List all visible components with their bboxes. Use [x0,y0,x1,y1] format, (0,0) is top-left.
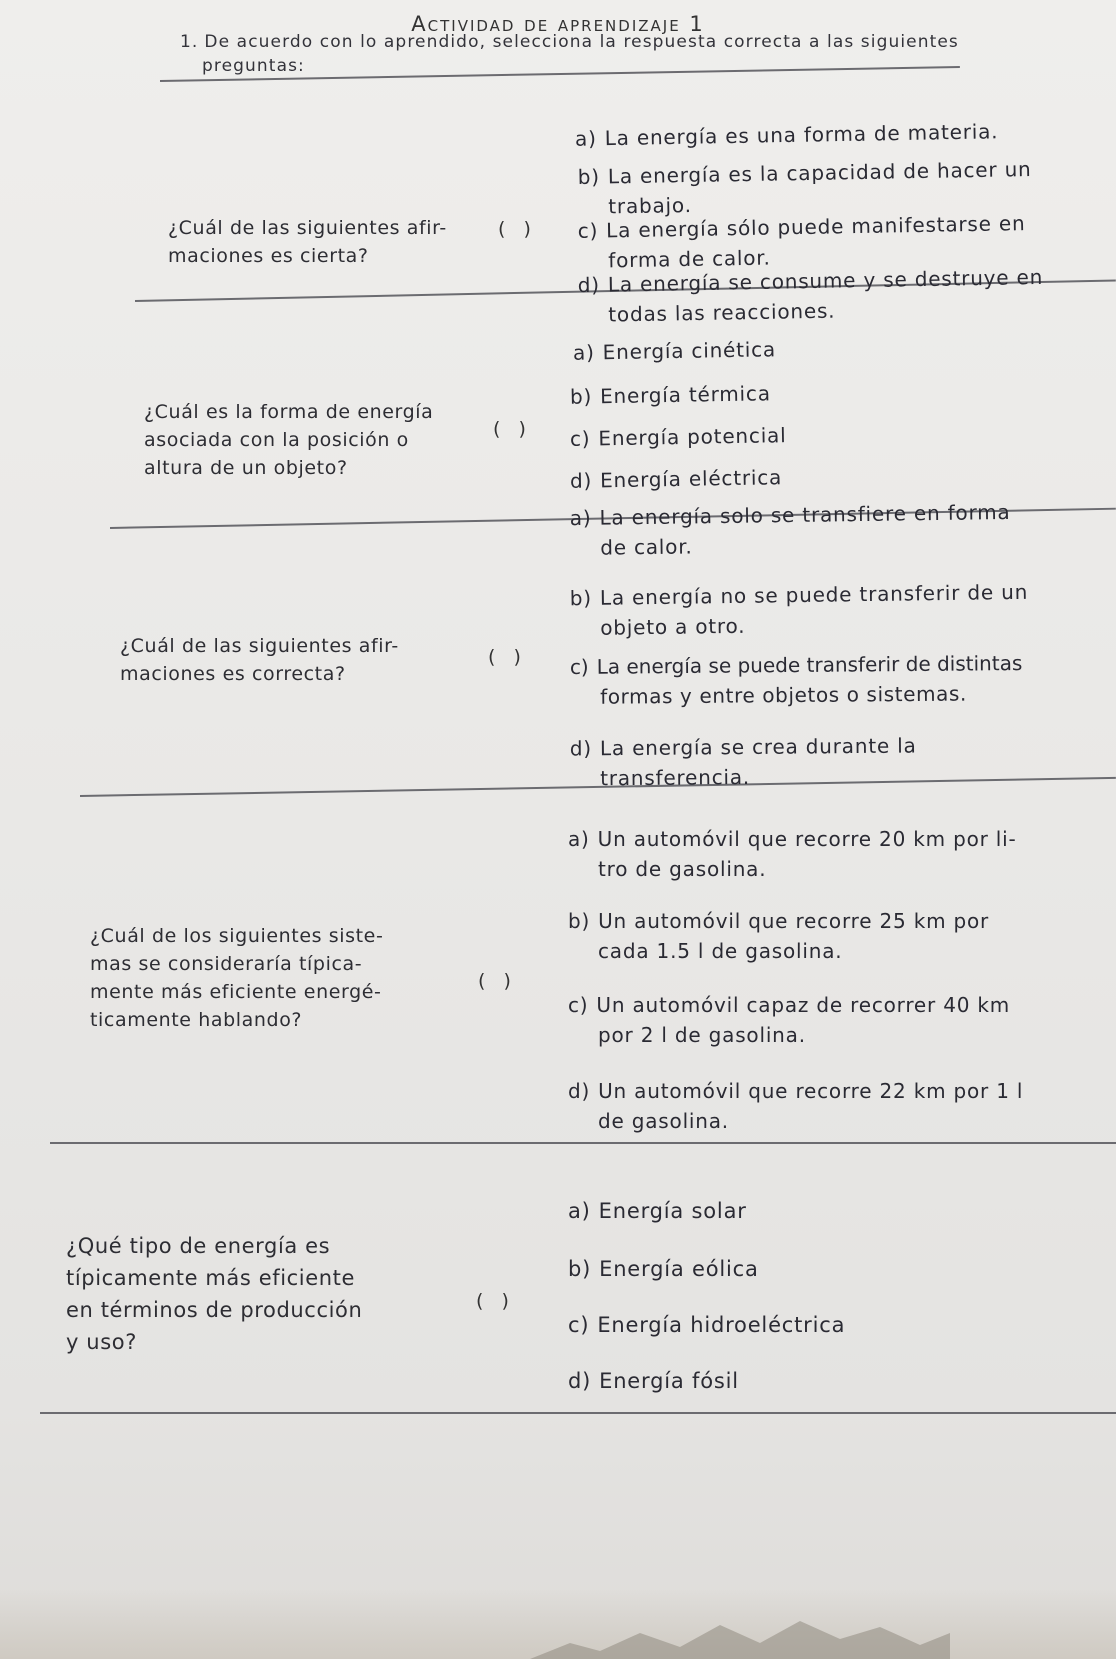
instruction-line-1: De acuerdo con lo aprendido, selecciona la respuesta correcta a las siguientes [204,32,959,52]
question-1-option-b[interactable]: b) La energía es la capacidad de hacer un trabajo. [577,157,1032,219]
question-3-option-d[interactable]: d) La energía se crea durante la transferencia. [569,733,917,791]
question-2-text [144,398,433,482]
question-5-option-b[interactable]: b) Energía eólica [568,1257,759,1281]
question-4-option-a[interactable]: a) Un automóvil que recorre 20 km por li- tro de gasolina. [568,827,1017,881]
question-5-text [66,1230,362,1358]
question-2-answer-box[interactable]: ( ) [493,418,532,440]
question-4-text [90,922,383,1034]
question-3-answer-box[interactable]: ( ) [488,646,527,668]
question-3-option-b[interactable]: b) La energía no se puede transferir de un objeto a otro. [569,579,1029,640]
question-3-option-a[interactable]: a) La energía solo se transfiere en forma de calor. [569,499,1011,560]
instruction-line-2: preguntas: [202,56,305,76]
question-4-answer-box[interactable]: ( ) [478,970,517,992]
question-5-option-c[interactable]: c) Energía hidroeléctrica [568,1313,846,1337]
question-4-line-2: mas se consideraría típica- [90,953,363,975]
question-5-option-d[interactable]: d) Energía fósil [568,1369,739,1393]
question-4-line-3: mente más eficiente energé- [90,981,382,1003]
question-1-line-2: maciones es cierta? [168,245,369,267]
question-1-line-1: ¿Cuál de las siguientes afir- [168,217,447,239]
question-4-line-1: ¿Cuál de los siguientes siste- [90,925,384,947]
question-4-option-b[interactable]: b) Un automóvil que recorre 25 km por cada 1.5 l de gasolina. [568,909,990,963]
question-1-option-d[interactable]: d) La energía se consume y se destruye en todas las reacciones. [577,264,1044,327]
question-3-line-2: maciones es correcta? [120,663,346,685]
instruction-number: 1. [180,32,199,52]
question-1-text [168,214,447,270]
question-4-line-4: ticamente hablando? [90,1009,303,1031]
question-5-option-a[interactable]: a) Energía solar [568,1199,747,1223]
rule-q4-q5 [50,1142,1116,1144]
question-2-option-a[interactable]: a) Energía cinética [572,337,777,365]
question-5-line-1: ¿Qué tipo de energía es [66,1234,331,1258]
question-2-option-b[interactable]: b) Energía térmica [569,381,771,409]
question-2-line-2: asociada con la posición o [144,429,409,451]
question-2-line-3: altura de un objeto? [144,457,348,479]
question-1-option-a[interactable]: a) La energía es una forma de materia. [574,119,999,151]
question-5-line-3: en términos de producción [66,1298,363,1322]
question-1-option-c[interactable]: c) La energía sólo puede manifestarse en forma de calor. [577,211,1026,273]
question-3-option-c[interactable]: c) La energía se puede transferir de distintas formas y entre objetos o sistemas. [569,651,1023,709]
question-2-line-1: ¿Cuál es la forma de energía [144,401,434,423]
question-2-option-c[interactable]: c) Energía potencial [569,423,787,451]
question-4-option-c[interactable]: c) Un automóvil capaz de recorrer 40 km por 2 l de gasolina. [568,993,1011,1047]
question-4-option-d[interactable]: d) Un automóvil que recorre 22 km por 1 l de gasolina. [568,1079,1024,1133]
rule-bottom [40,1412,1116,1414]
question-5-answer-box[interactable]: ( ) [476,1290,515,1312]
question-1-answer-box[interactable]: ( ) [498,218,537,240]
background-texture-decoration [530,1613,950,1659]
question-5-line-4: y uso? [66,1330,137,1354]
question-3-text [120,632,399,688]
question-3-line-1: ¿Cuál de las siguientes afir- [120,635,399,657]
question-5-line-2: típicamente más eficiente [66,1266,356,1290]
question-2-option-d[interactable]: d) Energía eléctrica [569,465,783,493]
activity-title: Actividad de aprendizaje 1 [411,12,705,36]
